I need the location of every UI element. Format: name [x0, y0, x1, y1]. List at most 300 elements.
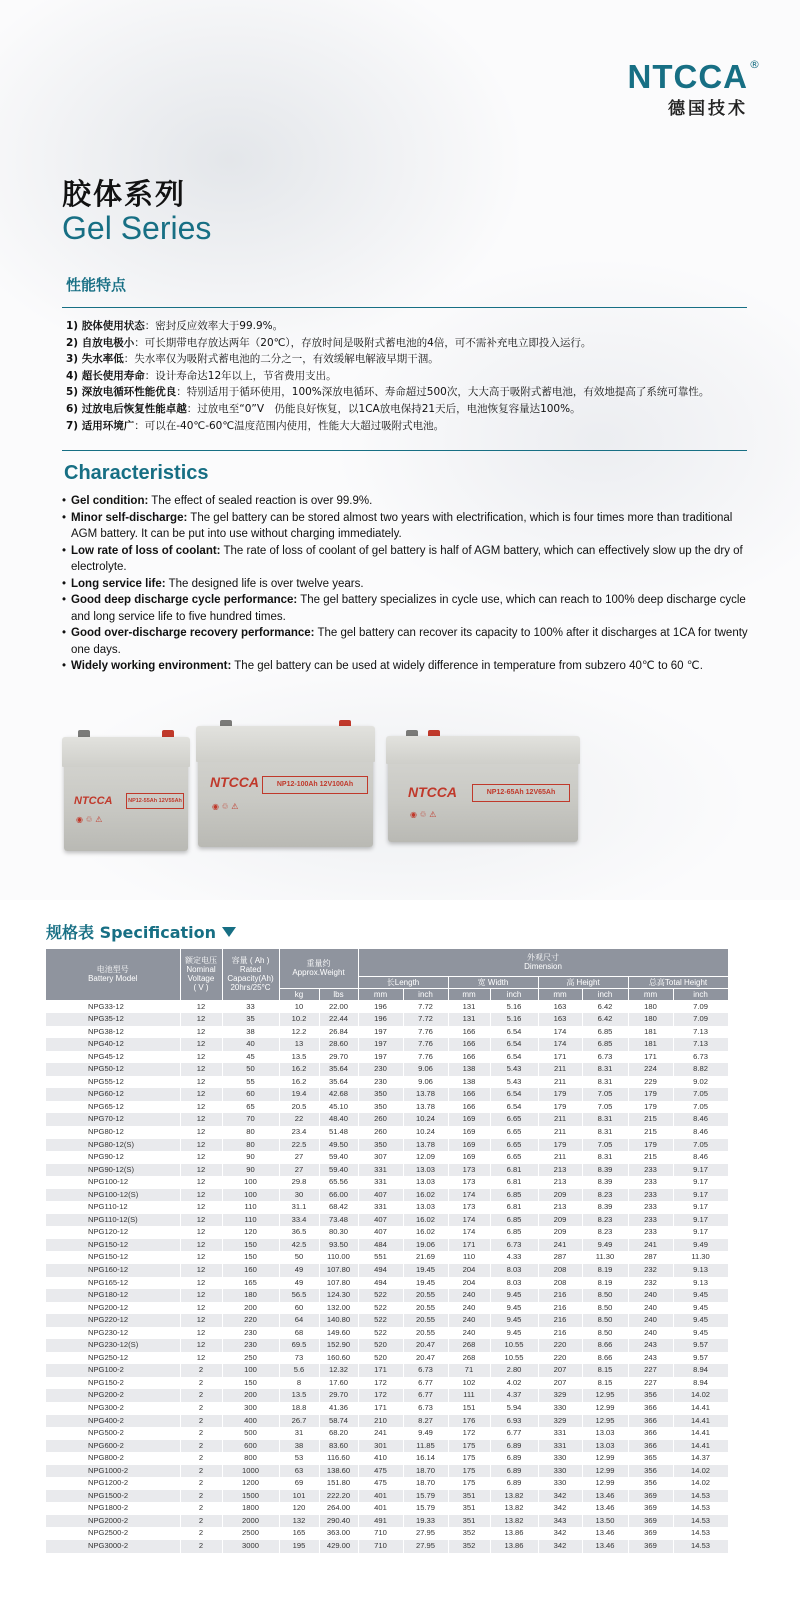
- col-header-voltage: 额定电压 Nominal Voltage ( V ): [180, 949, 222, 1000]
- table-cell: 12: [180, 1239, 222, 1252]
- table-cell: 14.37: [673, 1452, 728, 1465]
- table-cell: 111: [448, 1389, 490, 1402]
- table-cell: 342: [538, 1527, 582, 1540]
- cell-model: NPG100-2: [46, 1364, 180, 1377]
- table-cell: 68.20: [319, 1427, 358, 1440]
- table-cell: 211: [538, 1076, 582, 1089]
- table-cell: 230: [358, 1063, 403, 1076]
- table-cell: 211: [538, 1151, 582, 1164]
- feature-label-cn: 7) 适用环境广: [66, 419, 135, 432]
- table-cell: 9.57: [673, 1339, 728, 1352]
- table-cell: 6.85: [490, 1214, 538, 1227]
- table-cell: 13.03: [582, 1440, 628, 1453]
- table-cell: 181: [628, 1038, 673, 1051]
- table-cell: 71: [448, 1364, 490, 1377]
- feature-label-cn: 1) 胶体使用状态: [66, 320, 145, 332]
- table-cell: 12: [180, 1277, 222, 1290]
- characteristic-item: [62, 658, 752, 675]
- table-row: [46, 1440, 728, 1453]
- col-header-weight: 重量约 Approx.Weight: [279, 949, 358, 988]
- table-cell: 20.47: [403, 1339, 448, 1352]
- certification-icons: ◉ ♲ ⚠: [76, 815, 103, 824]
- feature-text-cn: ：过放电至“0”V 仍能良好恢复，以1CA放电保持21天后，电池恢复容量达100%。: [186, 402, 581, 415]
- cell-model: NPG110-12: [46, 1201, 180, 1214]
- table-row: [46, 1113, 728, 1126]
- features-list-cn: [66, 318, 756, 434]
- table-cell: 8.46: [673, 1113, 728, 1126]
- table-cell: 16.02: [403, 1189, 448, 1202]
- col-header-length: 长Length: [358, 976, 448, 988]
- page-title-en: Gel Series: [62, 210, 212, 246]
- logo-tagline: 德国技术: [668, 99, 748, 119]
- table-cell: 12: [180, 1076, 222, 1089]
- table-cell: 9.06: [403, 1063, 448, 1076]
- features-heading-cn: 性能特点: [66, 276, 127, 294]
- brand-logo: [627, 58, 760, 119]
- table-cell: 6.65: [490, 1139, 538, 1152]
- table-cell: 29.8: [279, 1176, 319, 1189]
- table-row: [46, 1051, 728, 1064]
- table-cell: 208: [538, 1277, 582, 1290]
- table-cell: 13.78: [403, 1088, 448, 1101]
- table-cell: 195: [279, 1540, 319, 1553]
- table-cell: 5.43: [490, 1063, 538, 1076]
- table-cell: 343: [538, 1515, 582, 1528]
- table-cell: 166: [448, 1038, 490, 1051]
- table-cell: 174: [538, 1038, 582, 1051]
- table-cell: 520: [358, 1352, 403, 1365]
- table-cell: 15.79: [403, 1502, 448, 1515]
- table-cell: 8.15: [582, 1364, 628, 1377]
- characteristic-label: Widely working environment:: [71, 660, 232, 672]
- characteristic-label: Minor self-discharge:: [71, 511, 188, 524]
- table-cell: 229: [628, 1076, 673, 1089]
- table-cell: 149.60: [319, 1327, 358, 1340]
- characteristic-label: Good over-discharge recovery performance:: [71, 627, 315, 639]
- unit-kg: kg: [279, 988, 319, 1000]
- table-cell: 12: [180, 1063, 222, 1076]
- table-cell: 59.40: [319, 1164, 358, 1177]
- table-cell: 287: [538, 1251, 582, 1264]
- feature-item-cn: [66, 351, 756, 368]
- cell-model: NPG150-2: [46, 1377, 180, 1390]
- table-row: [46, 1465, 728, 1478]
- table-cell: 12: [180, 1289, 222, 1302]
- table-cell: 138: [448, 1063, 490, 1076]
- table-row: [46, 1176, 728, 1189]
- table-row: [46, 1477, 728, 1490]
- table-cell: 366: [628, 1427, 673, 1440]
- table-cell: 12: [180, 1302, 222, 1315]
- characteristics-heading: Characteristics: [64, 462, 209, 484]
- table-cell: 110: [222, 1201, 279, 1214]
- table-cell: 11.85: [403, 1440, 448, 1453]
- table-cell: 10.2: [279, 1013, 319, 1026]
- table-cell: 12.95: [582, 1415, 628, 1428]
- battery-image-medium: [388, 732, 578, 842]
- certification-icons: ◉ ♲ ⚠: [410, 810, 437, 819]
- table-cell: 6.73: [673, 1051, 728, 1064]
- table-cell: 6.42: [582, 1013, 628, 1026]
- table-cell: 13.03: [582, 1427, 628, 1440]
- table-cell: 240: [448, 1314, 490, 1327]
- table-row: [46, 1540, 728, 1553]
- certification-icons: ◉ ♲ ⚠: [212, 802, 239, 811]
- table-cell: 9.45: [673, 1302, 728, 1315]
- table-cell: 352: [448, 1540, 490, 1553]
- table-cell: 6.65: [490, 1151, 538, 1164]
- table-cell: 2: [180, 1377, 222, 1390]
- table-cell: 51.48: [319, 1126, 358, 1139]
- table-cell: 9.49: [582, 1239, 628, 1252]
- characteristic-text: The gel battery can be stored almost two years with electrification, which is four times more than traditional AGM battery. It can be put into use without charging immediately.: [71, 511, 733, 540]
- table-cell: 9.45: [490, 1327, 538, 1340]
- table-cell: 9.49: [673, 1239, 728, 1252]
- table-cell: 12: [180, 1113, 222, 1126]
- table-cell: 7.05: [673, 1139, 728, 1152]
- table-cell: 4.33: [490, 1251, 538, 1264]
- table-cell: 12: [180, 1251, 222, 1264]
- table-cell: 5.16: [490, 1000, 538, 1013]
- table-cell: 410: [358, 1452, 403, 1465]
- table-cell: 8.31: [582, 1076, 628, 1089]
- table-cell: 13.46: [582, 1540, 628, 1553]
- battery-brand: NTCCA: [210, 774, 259, 790]
- table-cell: 107.80: [319, 1264, 358, 1277]
- cell-model: NPG200-2: [46, 1389, 180, 1402]
- table-cell: 329: [538, 1389, 582, 1402]
- feature-label-cn: 2) 自放电极小: [66, 336, 135, 349]
- table-cell: 14.41: [673, 1427, 728, 1440]
- table-cell: 93.50: [319, 1239, 358, 1252]
- table-row: [46, 1026, 728, 1039]
- table-cell: 169: [448, 1126, 490, 1139]
- table-cell: 233: [628, 1164, 673, 1177]
- spec-table: [46, 949, 729, 1553]
- table-cell: 7.05: [582, 1088, 628, 1101]
- table-cell: 180: [628, 1000, 673, 1013]
- table-cell: 220: [222, 1314, 279, 1327]
- unit-lbs: lbs: [319, 988, 358, 1000]
- table-cell: 12: [180, 1189, 222, 1202]
- table-cell: 12: [180, 1126, 222, 1139]
- table-row: [46, 1277, 728, 1290]
- unit-inch: inch: [582, 988, 628, 1000]
- table-cell: 9.17: [673, 1226, 728, 1239]
- table-cell: 351: [448, 1502, 490, 1515]
- table-cell: 215: [628, 1151, 673, 1164]
- table-cell: 224: [628, 1063, 673, 1076]
- table-cell: 210: [358, 1415, 403, 1428]
- feature-label-cn: 5) 深放电循环性能优良: [66, 386, 177, 399]
- table-cell: 9.45: [673, 1314, 728, 1327]
- table-cell: 70: [222, 1113, 279, 1126]
- table-cell: 268: [448, 1339, 490, 1352]
- table-cell: 366: [628, 1402, 673, 1415]
- table-cell: 6.89: [490, 1452, 538, 1465]
- table-cell: 7.05: [673, 1088, 728, 1101]
- table-cell: 171: [538, 1051, 582, 1064]
- table-cell: 12: [180, 1339, 222, 1352]
- cell-model: NPG160-12: [46, 1264, 180, 1277]
- table-cell: 2: [180, 1440, 222, 1453]
- table-cell: 369: [628, 1490, 673, 1503]
- cell-model: NPG1200-2: [46, 1477, 180, 1490]
- table-cell: 15.79: [403, 1490, 448, 1503]
- battery-image-large: [198, 722, 373, 847]
- table-cell: 1500: [222, 1490, 279, 1503]
- table-cell: 8.31: [582, 1126, 628, 1139]
- table-cell: 12: [180, 1101, 222, 1114]
- table-cell: 21.69: [403, 1251, 448, 1264]
- table-cell: 8.50: [582, 1314, 628, 1327]
- table-cell: 12: [180, 1176, 222, 1189]
- characteristic-item: [62, 493, 752, 510]
- table-cell: 800: [222, 1452, 279, 1465]
- table-cell: 494: [358, 1264, 403, 1277]
- table-cell: 10.24: [403, 1113, 448, 1126]
- feature-item-cn: [66, 401, 756, 418]
- divider: [62, 450, 747, 451]
- table-cell: 213: [538, 1201, 582, 1214]
- table-cell: 401: [358, 1502, 403, 1515]
- cell-model: NPG500-2: [46, 1427, 180, 1440]
- table-cell: 12: [180, 1226, 222, 1239]
- table-cell: 330: [538, 1477, 582, 1490]
- table-row: [46, 1226, 728, 1239]
- table-cell: 40: [222, 1038, 279, 1051]
- table-cell: 12: [180, 1088, 222, 1101]
- table-cell: 27.95: [403, 1540, 448, 1553]
- table-row: [46, 1502, 728, 1515]
- table-cell: 268: [448, 1352, 490, 1365]
- table-cell: 500: [222, 1427, 279, 1440]
- table-cell: 36.5: [279, 1226, 319, 1239]
- table-cell: 331: [538, 1440, 582, 1453]
- table-cell: 11.30: [673, 1251, 728, 1264]
- table-row: [46, 1076, 728, 1089]
- table-cell: 9.45: [490, 1289, 538, 1302]
- table-cell: 181: [628, 1026, 673, 1039]
- cell-model: NPG60-12: [46, 1088, 180, 1101]
- table-cell: 7.76: [403, 1038, 448, 1051]
- table-cell: 19.45: [403, 1277, 448, 1290]
- table-cell: 197: [358, 1026, 403, 1039]
- table-cell: 20.55: [403, 1314, 448, 1327]
- table-cell: 8.50: [582, 1302, 628, 1315]
- table-cell: 140.80: [319, 1314, 358, 1327]
- table-cell: 551: [358, 1251, 403, 1264]
- table-cell: 7.05: [673, 1101, 728, 1114]
- table-cell: 12.99: [582, 1402, 628, 1415]
- table-row: [46, 1302, 728, 1315]
- table-cell: 16.2: [279, 1076, 319, 1089]
- table-cell: 8.19: [582, 1264, 628, 1277]
- logo-wordmark: NTCCA: [627, 58, 748, 95]
- table-cell: 200: [222, 1389, 279, 1402]
- table-cell: 166: [448, 1051, 490, 1064]
- table-row: [46, 1088, 728, 1101]
- table-cell: 152.90: [319, 1339, 358, 1352]
- table-cell: 342: [538, 1490, 582, 1503]
- feature-item-cn: [66, 384, 756, 401]
- table-row: [46, 1251, 728, 1264]
- table-cell: 4.02: [490, 1377, 538, 1390]
- cell-model: NPG250-12: [46, 1352, 180, 1365]
- table-cell: 407: [358, 1226, 403, 1239]
- spec-heading: [46, 920, 236, 943]
- table-cell: 8.66: [582, 1352, 628, 1365]
- table-cell: 429.00: [319, 1540, 358, 1553]
- table-cell: 363.00: [319, 1527, 358, 1540]
- battery-model-label: NP12-65Ah 12V65Ah: [472, 784, 570, 802]
- table-cell: 9.17: [673, 1176, 728, 1189]
- table-cell: 16.2: [279, 1063, 319, 1076]
- table-row: [46, 1063, 728, 1076]
- col-header-total-height: 总高Total Height: [628, 976, 728, 988]
- table-cell: 10.55: [490, 1352, 538, 1365]
- table-cell: 8.03: [490, 1264, 538, 1277]
- table-cell: 175: [448, 1465, 490, 1478]
- table-cell: 8.39: [582, 1201, 628, 1214]
- cell-model: NPG150-12: [46, 1239, 180, 1252]
- characteristic-text: The effect of sealed reaction is over 99.9%.: [148, 495, 373, 507]
- table-cell: 260: [358, 1113, 403, 1126]
- table-cell: 330: [538, 1465, 582, 1478]
- table-cell: 6.89: [490, 1477, 538, 1490]
- table-cell: 13.82: [490, 1490, 538, 1503]
- table-row: [46, 1490, 728, 1503]
- table-cell: 174: [448, 1226, 490, 1239]
- table-cell: 2: [180, 1402, 222, 1415]
- table-cell: 10.24: [403, 1126, 448, 1139]
- characteristic-item: [62, 543, 752, 576]
- table-cell: 13.46: [582, 1502, 628, 1515]
- table-cell: 6.54: [490, 1038, 538, 1051]
- table-cell: 172: [358, 1389, 403, 1402]
- table-cell: 59.40: [319, 1151, 358, 1164]
- divider: [62, 307, 747, 308]
- unit-inch: inch: [490, 988, 538, 1000]
- table-cell: 2: [180, 1515, 222, 1528]
- cell-model: NPG1800-2: [46, 1502, 180, 1515]
- table-cell: 2: [180, 1490, 222, 1503]
- table-cell: 73.48: [319, 1214, 358, 1227]
- table-cell: 241: [628, 1239, 673, 1252]
- table-cell: 6.81: [490, 1164, 538, 1177]
- table-cell: 7.72: [403, 1000, 448, 1013]
- table-cell: 14.53: [673, 1527, 728, 1540]
- table-cell: 132: [279, 1515, 319, 1528]
- table-cell: 14.02: [673, 1389, 728, 1402]
- table-cell: 38: [222, 1026, 279, 1039]
- cell-model: NPG220-12: [46, 1314, 180, 1327]
- table-cell: 18.70: [403, 1477, 448, 1490]
- table-cell: 179: [538, 1139, 582, 1152]
- table-cell: 6.77: [403, 1389, 448, 1402]
- table-row: [46, 1013, 728, 1026]
- table-cell: 13.78: [403, 1139, 448, 1152]
- cell-model: NPG2000-2: [46, 1515, 180, 1528]
- table-cell: 520: [358, 1339, 403, 1352]
- table-cell: 110: [448, 1251, 490, 1264]
- table-cell: 120: [222, 1226, 279, 1239]
- table-cell: 209: [538, 1226, 582, 1239]
- cell-model: NPG40-12: [46, 1038, 180, 1051]
- table-cell: 9.17: [673, 1201, 728, 1214]
- characteristic-item: [62, 576, 752, 593]
- table-cell: 179: [538, 1088, 582, 1101]
- table-cell: 9.49: [403, 1427, 448, 1440]
- table-cell: 6.73: [490, 1239, 538, 1252]
- cell-model: NPG100-12(S): [46, 1189, 180, 1202]
- table-cell: 132.00: [319, 1302, 358, 1315]
- table-cell: 50: [222, 1063, 279, 1076]
- table-cell: 9.45: [673, 1289, 728, 1302]
- table-cell: 69.5: [279, 1339, 319, 1352]
- table-cell: 1000: [222, 1465, 279, 1478]
- table-cell: 196: [358, 1013, 403, 1026]
- table-cell: 12.2: [279, 1026, 319, 1039]
- battery-model-label: NP12-55Ah 12V55Ah: [126, 793, 184, 809]
- table-cell: 6.89: [490, 1440, 538, 1453]
- table-cell: 166: [448, 1101, 490, 1114]
- table-cell: 350: [358, 1139, 403, 1152]
- cell-model: NPG33-12: [46, 1000, 180, 1013]
- table-cell: 68: [279, 1327, 319, 1340]
- table-cell: 241: [358, 1427, 403, 1440]
- table-cell: 5.16: [490, 1013, 538, 1026]
- cell-model: NPG38-12: [46, 1026, 180, 1039]
- table-row: [46, 1264, 728, 1277]
- table-cell: 13: [279, 1038, 319, 1051]
- table-cell: 240: [628, 1302, 673, 1315]
- feature-label-cn: 6) 过放电后恢复性能卓越: [66, 402, 187, 415]
- table-cell: 484: [358, 1239, 403, 1252]
- table-cell: 232: [628, 1264, 673, 1277]
- table-cell: 215: [628, 1113, 673, 1126]
- cell-model: NPG200-12: [46, 1302, 180, 1315]
- cell-model: NPG35-12: [46, 1013, 180, 1026]
- table-cell: 116.60: [319, 1452, 358, 1465]
- table-cell: 2000: [222, 1515, 279, 1528]
- table-cell: 124.30: [319, 1289, 358, 1302]
- table-cell: 49.50: [319, 1139, 358, 1152]
- table-cell: 19.06: [403, 1239, 448, 1252]
- table-cell: 171: [358, 1402, 403, 1415]
- cell-model: NPG3000-2: [46, 1540, 180, 1553]
- table-cell: 8: [279, 1377, 319, 1390]
- spec-table-body: [46, 1000, 728, 1553]
- table-cell: 710: [358, 1527, 403, 1540]
- table-cell: 12.99: [582, 1477, 628, 1490]
- table-cell: 475: [358, 1465, 403, 1478]
- table-cell: 35: [222, 1013, 279, 1026]
- table-cell: 331: [358, 1176, 403, 1189]
- table-cell: 369: [628, 1540, 673, 1553]
- table-cell: 240: [448, 1327, 490, 1340]
- characteristic-text: The designed life is over twelve years.: [165, 577, 364, 590]
- table-cell: 2: [180, 1452, 222, 1465]
- table-cell: 600: [222, 1440, 279, 1453]
- table-cell: 491: [358, 1515, 403, 1528]
- table-cell: 6.73: [582, 1051, 628, 1064]
- table-cell: 160.60: [319, 1352, 358, 1365]
- table-cell: 20.5: [279, 1101, 319, 1114]
- cell-model: NPG150-12: [46, 1251, 180, 1264]
- table-cell: 233: [628, 1189, 673, 1202]
- table-row: [46, 1101, 728, 1114]
